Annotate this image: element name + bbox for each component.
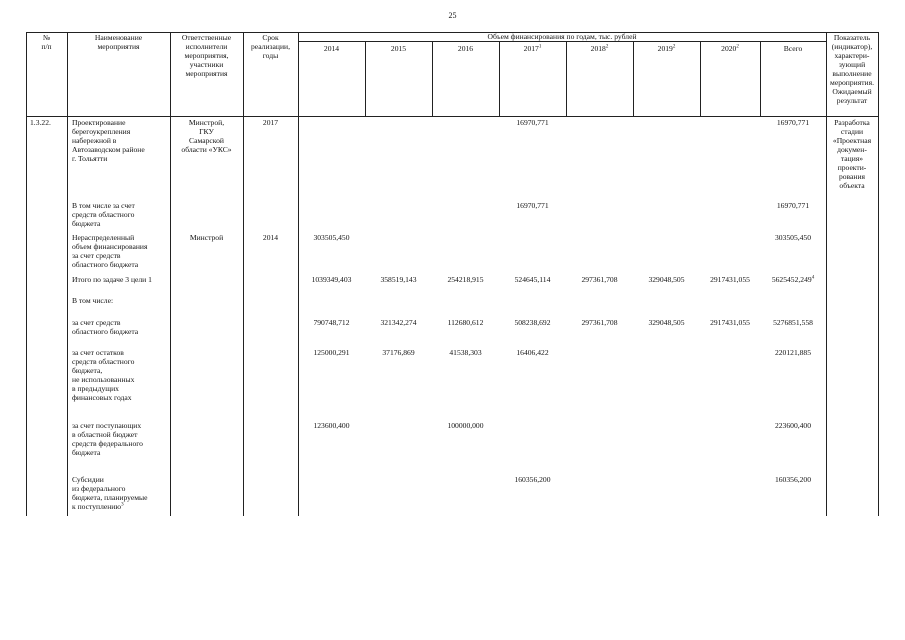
header-indicator: Показатель (индикатор), характери- зующий выполнение мероприятия. Ожидаемый результат bbox=[830, 33, 874, 105]
row-4-value-2017: 524645,114 bbox=[514, 275, 551, 284]
header-year-2019: 2019$^2$ bbox=[657, 44, 676, 53]
page-number: 25 bbox=[448, 11, 457, 20]
row-6-value-2020: 2917431,055 bbox=[710, 318, 750, 327]
header-financing-title: Объем финансирования по годам, тыс. рублей bbox=[487, 32, 637, 41]
row-6-value-2019: 329048,505 bbox=[648, 318, 685, 327]
row-6-value-2018: 297361,708 bbox=[581, 318, 618, 327]
header-term: Срок реализации, годы bbox=[250, 33, 290, 60]
row-4-name: Итого по задаче 3 цели 1 bbox=[72, 275, 152, 284]
header-year-2020: 2020$^2$ bbox=[721, 44, 739, 53]
row-1-term: 2017 bbox=[262, 118, 279, 127]
row-4-value-2019: 329048,505 bbox=[648, 275, 685, 284]
header-year-2015: 2015 bbox=[390, 44, 407, 53]
row-4-value-2020: 2917431,055 bbox=[710, 275, 750, 284]
row-7-value-2017: 16406,422 bbox=[516, 348, 549, 357]
row-7-name: за счет остатков средств областного бюджета, не использованных в предыдущих финансовых годах bbox=[72, 348, 135, 402]
header-year-2016: 2016 bbox=[457, 44, 474, 53]
row-1-num: 1.3.22. bbox=[30, 118, 51, 127]
row-4-value-2015: 358519,143 bbox=[380, 275, 417, 284]
row-6-total: 5276851,558 bbox=[773, 318, 813, 327]
header-year-2017: 2017$^1$ bbox=[523, 44, 542, 53]
header-year-2018: 2018$^2$ bbox=[590, 44, 609, 53]
row-3-value-2014: 303505,450 bbox=[313, 233, 350, 242]
col-border bbox=[26, 32, 27, 516]
row-3-total: 303505,450 bbox=[774, 233, 812, 242]
row-7-total: 220121,885 bbox=[774, 348, 812, 357]
row-3-executors: Минстрой bbox=[189, 233, 224, 242]
header-bottom-border bbox=[26, 116, 878, 117]
col-border bbox=[67, 32, 68, 516]
row-9-name: Субсидии из федерального бюджета, планируемые к поступлению$^3$ bbox=[72, 475, 148, 511]
header-name: Наименование мероприятия bbox=[94, 33, 143, 51]
row-2-name: В том числе за счет средств областного бюджета bbox=[72, 201, 135, 228]
row-2-total: 16970,771 bbox=[776, 201, 810, 210]
header-total: Всего bbox=[783, 44, 803, 53]
row-1-value-2017: 16970,771 bbox=[516, 118, 549, 127]
row-8-total: 223600,400 bbox=[774, 421, 812, 430]
row-6-value-2017: 508238,692 bbox=[514, 318, 551, 327]
row-6-value-2015: 321342,274 bbox=[380, 318, 417, 327]
row-7-value-2015: 37176,869 bbox=[382, 348, 415, 357]
row-1-executors: Минстрой, ГКУ Самарской области «УКС» bbox=[181, 118, 232, 154]
row-4-total: 5625452,249$^4$ bbox=[771, 275, 815, 284]
col-border bbox=[170, 32, 171, 516]
row-8-name: за счет поступающих в областной бюджет средств федерального бюджета bbox=[72, 421, 143, 457]
row-1-total: 16970,771 bbox=[776, 118, 810, 127]
row-6-value-2014: 790748,712 bbox=[313, 318, 350, 327]
row-6-name: за счет средств областного бюджета bbox=[72, 318, 139, 336]
row-3-term: 2014 bbox=[262, 233, 279, 242]
row-1-name: Проектирование берегоукрепления набережной в Автозаводском районе г. Тольятти bbox=[72, 118, 145, 163]
row-1-indicator: Разработка стадии «Проектная докумен- тация» проекти- рования объекта bbox=[832, 118, 872, 190]
row-8-value-2014: 123600,400 bbox=[313, 421, 350, 430]
row-3-name: Нераспределенный объем финансирования за счет средств областного бюджета bbox=[72, 233, 148, 269]
col-border bbox=[243, 32, 244, 516]
row-6-value-2016: 112680,612 bbox=[447, 318, 484, 327]
row-9-total: 160356,200 bbox=[774, 475, 812, 484]
row-7-value-2016: 41538,303 bbox=[449, 348, 482, 357]
col-border bbox=[298, 32, 299, 516]
years-divider bbox=[298, 41, 826, 42]
header-executors: Ответственные исполнители мероприятия, участники мероприятия bbox=[181, 33, 232, 78]
row-7-value-2014: 125000,291 bbox=[313, 348, 350, 357]
row-4-value-2016: 254218,915 bbox=[447, 275, 484, 284]
row-8-value-2016: 100000,000 bbox=[447, 421, 484, 430]
row-4-value-2014: 1039349,403 bbox=[311, 275, 352, 284]
col-border bbox=[878, 32, 879, 516]
row-2-value-2017: 16970,771 bbox=[516, 201, 549, 210]
row-9-value-2017: 160356,200 bbox=[514, 475, 551, 484]
header-year-2014: 2014 bbox=[323, 44, 340, 53]
row-4-value-2018: 297361,708 bbox=[581, 275, 618, 284]
row-5-name: В том числе: bbox=[72, 296, 114, 305]
header-num: № п/п bbox=[41, 33, 52, 51]
